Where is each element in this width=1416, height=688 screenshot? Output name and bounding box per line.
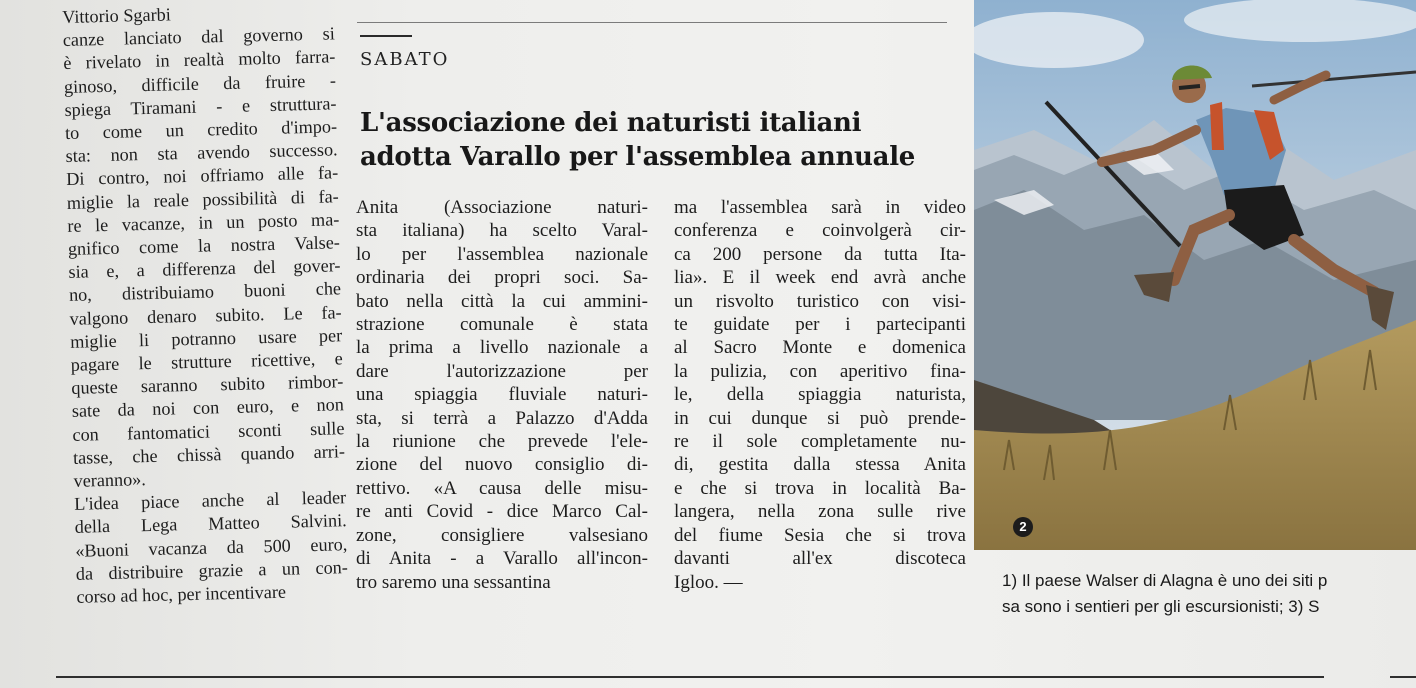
bottom-rule xyxy=(56,676,1324,678)
text-line: te guidate per i partecipanti xyxy=(674,314,966,336)
article-headline xyxy=(360,106,960,174)
text-line: to come un credito d'impo- xyxy=(64,116,338,143)
text-line: Anita (Associazione naturi- xyxy=(356,197,648,218)
text-line: la riunione che prevede l'ele- xyxy=(356,431,648,453)
caption-line-2: sa sono i sentieri per gli escursionisti; 3) S xyxy=(1002,597,1320,616)
text-line: di Anita - a Varallo all'incon- xyxy=(356,548,648,570)
top-rule xyxy=(357,22,947,23)
text-line: conferenza e coinvolgerà cir- xyxy=(674,220,966,242)
text-line: re anti Covid - dice Marco Cal- xyxy=(356,501,648,523)
text-line: veranno». xyxy=(73,469,147,491)
text-line: sta, si terrà a Palazzo d'Adda xyxy=(356,407,648,429)
text-line: gnifico come la nostra Valse- xyxy=(67,232,341,259)
text-line: ordinaria dei propri soci. Sa- xyxy=(356,267,648,289)
text-line: della Lega Matteo Salvini. xyxy=(74,510,347,538)
photo-number-badge: 2 xyxy=(1013,517,1033,537)
text-line: di, gestita dalla stessa Anita xyxy=(674,454,966,476)
section-rule xyxy=(360,35,412,37)
bottom-rule-right xyxy=(1390,676,1416,678)
text-line: sta italiana) ha scelto Varal- xyxy=(356,220,648,242)
text-line: «Buoni vacanza da 500 euro, xyxy=(75,533,348,561)
text-line: miglie la reale possibilità di fa- xyxy=(66,185,339,213)
text-line: un risvolto turistico con visi- xyxy=(674,290,966,312)
text-line: in cui dunque si può prende- xyxy=(674,407,966,429)
text-line: da distribuire grazie a un con- xyxy=(75,557,349,584)
hiker-photo xyxy=(974,0,1416,550)
text-line: zione del nuovo consiglio di- xyxy=(356,454,648,476)
text-line: ca 200 persone da tutta Ita- xyxy=(674,243,966,265)
text-line: no, distribuiamo buoni che xyxy=(68,278,342,306)
hiker-photo-icon xyxy=(974,0,1416,550)
text-line: re il sole completamente nu- xyxy=(674,431,966,453)
text-line: del fiume Sesia che si trova xyxy=(674,524,966,546)
text-line: ma l'assemblea sarà in video xyxy=(674,197,966,218)
text-line: lo per l'assemblea nazionale xyxy=(356,243,648,265)
text-line: re le vacanze, in un posto ma- xyxy=(67,209,340,236)
text-line: valgono denaro subito. Le fa- xyxy=(69,301,342,329)
text-line: e che si trova in località Ba- xyxy=(674,477,966,499)
text-line: miglie li potranno usare per xyxy=(69,325,343,352)
text-line: una spiaggia fluviale naturi- xyxy=(356,384,648,406)
text-line: tasse, che chissà quando arri- xyxy=(72,441,346,468)
text-line: la pulizia, con aperitivo fina- xyxy=(674,360,966,382)
text-line: queste saranno subito rimbor- xyxy=(71,371,344,399)
text-line: bato nella città la cui ammini- xyxy=(356,290,648,312)
headline-line-1: L'associazione dei naturisti italiani xyxy=(360,108,862,138)
left-article-column xyxy=(62,0,349,609)
article-column-1 xyxy=(356,196,648,594)
text-line: con fantomatici sconti sulle xyxy=(72,417,345,445)
text-line: sia e, a differenza del gover- xyxy=(68,255,341,283)
text-line: L'idea piace anche al leader xyxy=(73,487,347,515)
text-line: canze lanciato dal governo si xyxy=(62,23,335,51)
text-line: rettivo. «A causa delle misu- xyxy=(356,477,648,499)
text-line: zone, consigliere valsesiano xyxy=(356,524,648,546)
photo-caption xyxy=(1002,568,1416,620)
headline-line-2: adotta Varallo per l'assemblea annuale xyxy=(360,142,916,172)
text-line: langera, nella zona sulle rive xyxy=(674,501,966,523)
text-line: Igloo. — xyxy=(674,571,743,593)
text-line: tro saremo una sessantina xyxy=(356,571,551,593)
text-line: corso ad hoc, per incentivare xyxy=(76,581,287,607)
text-line: è rivelato in realtà molto farra- xyxy=(63,46,336,74)
text-line: al Sacro Monte e domenica xyxy=(674,337,966,359)
text-line: pagare le strutture ricettive, e xyxy=(70,348,343,375)
text-line: la prima a livello nazionale a xyxy=(356,337,648,359)
text-line: davanti all'ex discoteca xyxy=(674,548,966,570)
text-line: ginoso, difficile da fruire - xyxy=(63,69,337,97)
caption-line-1: 1) Il paese Walser di Alagna è uno dei siti p xyxy=(1002,571,1328,590)
text-line: Di contro, noi offriamo alle fa- xyxy=(65,162,339,190)
text-line: sta: non sta avendo successo. xyxy=(65,139,338,167)
article-column-2 xyxy=(674,196,966,594)
text-line: sate da noi con euro, e non xyxy=(71,394,345,422)
text-line: le, della spiaggia naturista, xyxy=(674,384,966,406)
section-label: SABATO xyxy=(360,49,450,70)
text-line: spiega Tiramani - e struttura- xyxy=(64,93,337,120)
text-line: strazione comunale è stata xyxy=(356,314,648,336)
text-line: dare l'autorizzazione per xyxy=(356,360,648,382)
text-line: lia». E il week end avrà anche xyxy=(674,267,966,289)
text-line: Vittorio Sgarbi xyxy=(62,4,172,27)
